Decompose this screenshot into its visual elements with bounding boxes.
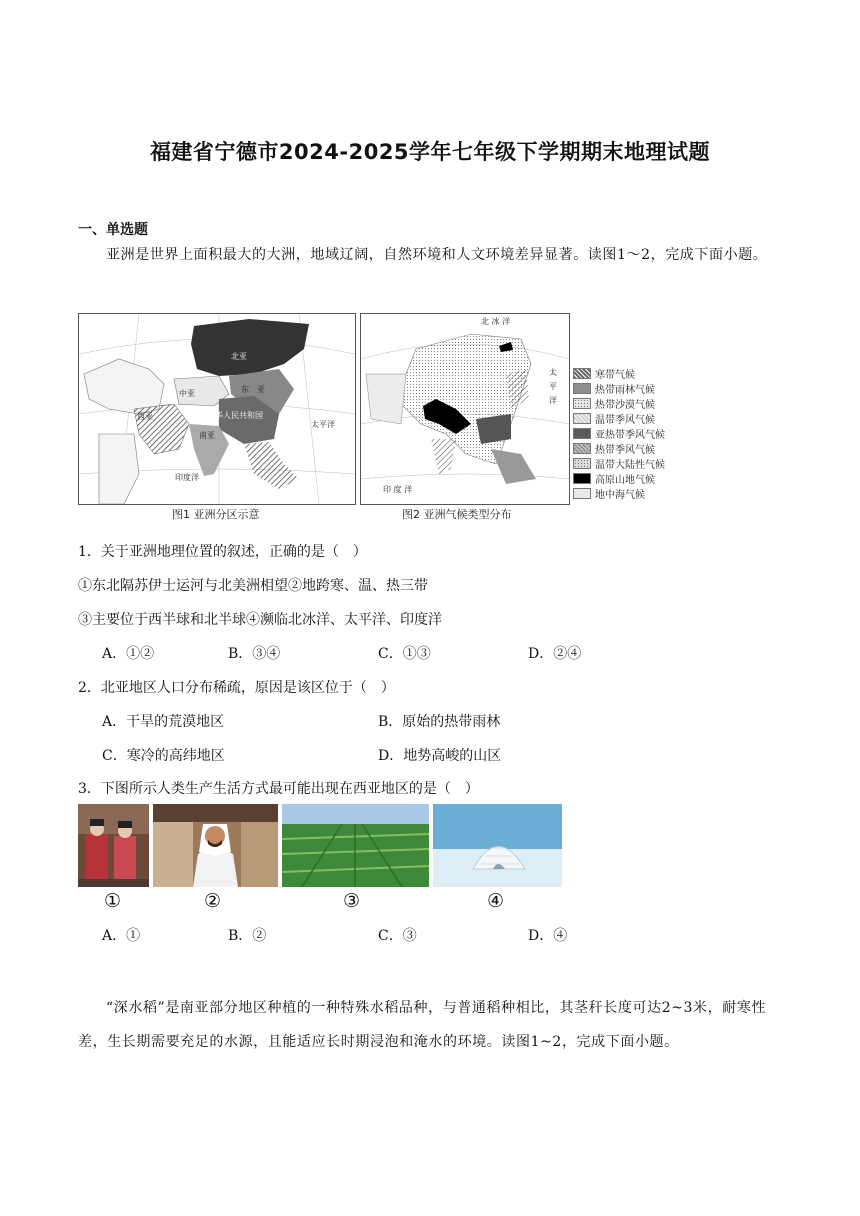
question-3-option-d[interactable]: D．④: [528, 928, 568, 944]
question-3-option-b[interactable]: B．②: [228, 928, 267, 944]
legend-swatch: [573, 413, 591, 424]
legend-swatch: [573, 428, 591, 439]
legend-swatch: [573, 488, 591, 499]
page-title: 福建省宁德市2024-2025学年七年级下学期期末地理试题: [149, 140, 711, 164]
label-central-asia: 中亚: [179, 389, 195, 398]
photo-1-kimono-women: [78, 804, 149, 887]
legend-swatch: [573, 398, 591, 409]
legend-label: 高原山地气候: [595, 474, 655, 486]
label-china: 中华人民共和国: [207, 411, 263, 420]
question-2-option-c[interactable]: C．寒冷的高纬地区: [102, 748, 225, 764]
legend-swatch: [573, 458, 591, 469]
question-1-option-d[interactable]: D．②④: [528, 646, 582, 662]
question-1-option-a[interactable]: A．①②: [102, 646, 155, 662]
photo-number-2: ②: [204, 890, 222, 912]
legend-swatch: [573, 368, 591, 379]
photo-number-3: ③: [343, 890, 361, 912]
figure-2-caption: 图2 亚洲气候类型分布: [402, 508, 512, 521]
label-arctic-ocean: 北 冰 洋: [481, 317, 511, 326]
label-indian-ocean-2: 印 度 洋: [383, 485, 413, 494]
question-1-option-c[interactable]: C．①③: [378, 646, 431, 662]
photo-3-rice-fields: [282, 804, 429, 887]
question-2-option-d[interactable]: D．地势高峻的山区: [378, 748, 502, 764]
figure-1-caption: 图1 亚洲分区示意: [172, 508, 260, 521]
legend-item: [573, 381, 655, 395]
question-3-option-a[interactable]: A．①: [102, 928, 141, 944]
asia-regions-map-graphic: [79, 314, 355, 504]
legend-item: [573, 486, 645, 500]
label-west-asia: 西亚: [137, 412, 153, 421]
question-1-stem: 1．关于亚洲地理位置的叙述，正确的是（ ）: [78, 544, 367, 560]
intro-paragraph: 亚洲是世界上面积最大的大洲，地域辽阔，自然环境和人文环境差异显著。读图1～2，完成下面小题。: [106, 247, 768, 263]
question-3-stem: 3．下图所示人类生产生活方式最可能出现在西亚地区的是（ ）: [78, 781, 479, 797]
legend-label: 亚热带季风气候: [595, 429, 665, 441]
label-east-asia: 东 亚: [241, 385, 265, 394]
question-1-statement-1: ①东北隔苏伊士运河与北美洲相望②地跨寒、温、热三带: [78, 578, 428, 594]
photo-number-1: ①: [104, 890, 122, 912]
section-heading: 一、单选题: [78, 222, 148, 238]
legend-label: 地中海气候: [595, 489, 645, 501]
legend-item: [573, 441, 655, 455]
asia-regions-map: [78, 313, 356, 505]
legend-label: 温带季风气候: [595, 414, 655, 426]
question-1-statement-2: ③主要位于西半球和北半球④濒临北冰洋、太平洋、印度洋: [78, 612, 442, 628]
legend-label: 温带大陆性气候: [595, 459, 665, 471]
climate-legend: [573, 366, 693, 501]
legend-label: 热带季风气候: [595, 444, 655, 456]
legend-swatch: [573, 443, 591, 454]
legend-item: [573, 426, 665, 440]
label-north-asia: 北亚: [231, 352, 247, 361]
legend-item: [573, 471, 655, 485]
legend-item: [573, 366, 635, 380]
intro-paragraph-2: “深水稻”是南亚部分地区种植的一种特殊水稻品种，与普通稻种相比，其茎秆长度可达2~3米，耐寒性差，生长期需要充足的水源，且能适应长时期浸泡和淹水的环境。读图1~2，完成下面小题。: [78, 1000, 767, 1050]
legend-item: [573, 396, 655, 410]
legend-label: 热带沙漠气候: [595, 399, 655, 411]
question-2-option-a[interactable]: A．干旱的荒漠地区: [102, 714, 225, 730]
legend-label: 寒带气候: [595, 369, 635, 381]
legend-item: [573, 411, 655, 425]
legend-label: 热带雨林气候: [595, 384, 655, 396]
question-2-stem: 2．北亚地区人口分布稀疏，原因是该区位于（ ）: [78, 680, 395, 696]
asia-climate-map-graphic: [361, 314, 569, 504]
label-pacific-ocean: 太 平 洋: [549, 368, 557, 405]
photo-4-igloo: [433, 804, 562, 887]
question-1-option-b[interactable]: B．③④: [228, 646, 281, 662]
photo-number-4: ④: [487, 890, 505, 912]
asia-climate-map: [360, 313, 570, 505]
question-3-option-c[interactable]: C．③: [378, 928, 417, 944]
legend-swatch: [573, 383, 591, 394]
label-pacific: 太平洋: [311, 420, 335, 429]
label-indian-ocean: 印度洋: [175, 473, 199, 482]
legend-swatch: [573, 473, 591, 484]
photo-2-arab-man: [153, 804, 278, 887]
label-south-asia: 南亚: [199, 431, 215, 440]
legend-item: [573, 456, 665, 470]
question-2-option-b[interactable]: B．原始的热带雨林: [378, 714, 501, 730]
